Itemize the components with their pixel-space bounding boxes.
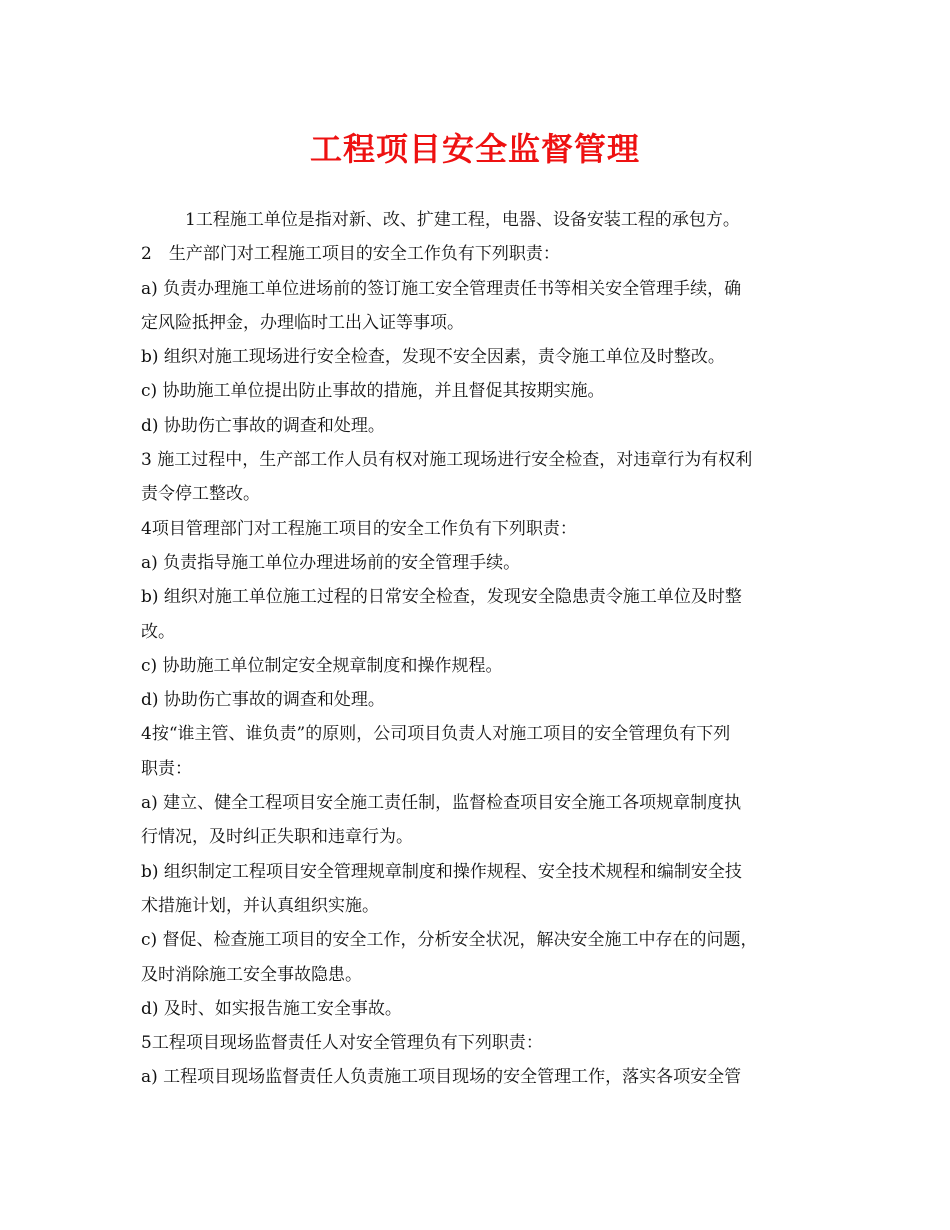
body-line: c) 督促、检查施工项目的安全工作，分析安全状况，解决安全施工中存在的问题， [141, 930, 758, 951]
body-line: 责令停工整改。 [141, 484, 260, 505]
body-line: 5工程项目现场监督责任人对安全管理负有下列职责： [141, 1033, 543, 1054]
body-line: 4项目管理部门对工程施工项目的安全工作负有下列职责： [141, 518, 577, 539]
body-line: d) 及时、如实报告施工安全事故。 [141, 998, 402, 1019]
body-line: 3 施工过程中，生产部工作人员有权对施工现场进行安全检查，对违章行为有权利 [141, 450, 753, 471]
body-line: 行情况，及时纠正失职和违章行为。 [141, 827, 413, 848]
body-line: a) 负责办理施工单位进场前的签订施工安全管理责任书等相关安全管理手续，确 [141, 278, 742, 299]
body-line: a) 建立、健全工程项目安全施工责任制，监督检查项目安全施工各项规章制度执 [141, 793, 742, 814]
body-line: c) 协助施工单位提出防止事故的措施，并且督促其按期实施。 [141, 381, 605, 402]
body-line: d) 协助伤亡事故的调查和处理。 [141, 690, 385, 711]
body-line: a) 工程项目现场监督责任人负责施工项目现场的安全管理工作，落实各项安全管 [141, 1067, 742, 1088]
document-body [141, 203, 831, 1095]
body-line: 4按“谁主管、谁负责”的原则，公司项目负责人对施工项目的安全管理负有下列 [141, 724, 731, 745]
body-line: a) 负责指导施工单位办理进场前的安全管理手续。 [141, 552, 521, 573]
body-line: c) 协助施工单位制定安全规章制度和操作规程。 [141, 655, 503, 676]
body-line: d) 协助伤亡事故的调查和处理。 [141, 415, 385, 436]
body-line: 术措施计划，并认真组织实施。 [141, 895, 379, 916]
body-line: 职责： [141, 758, 192, 779]
body-line: 2 生产部门对工程施工项目的安全工作负有下列职责： [141, 244, 560, 265]
body-line: 及时消除施工安全事故隐患。 [141, 964, 362, 985]
body-line: 1工程施工单位是指对新、改、扩建工程，电器、设备安装工程的承包方。 [185, 210, 740, 230]
document-title: 工程项目安全监督管理 [309, 130, 640, 168]
body-line: b) 组织对施工现场进行安全检查，发现不安全因素，责令施工单位及时整改。 [141, 347, 725, 368]
body-line: b) 组织对施工单位施工过程的日常安全检查，发现安全隐患责令施工单位及时整 [141, 587, 742, 608]
body-line: b) 组织制定工程项目安全管理规章制度和操作规程、安全技术规程和编制安全技 [141, 861, 742, 882]
body-line: 定风险抵押金，办理临时工出入证等事项。 [141, 312, 464, 333]
body-line: 改。 [141, 621, 175, 642]
